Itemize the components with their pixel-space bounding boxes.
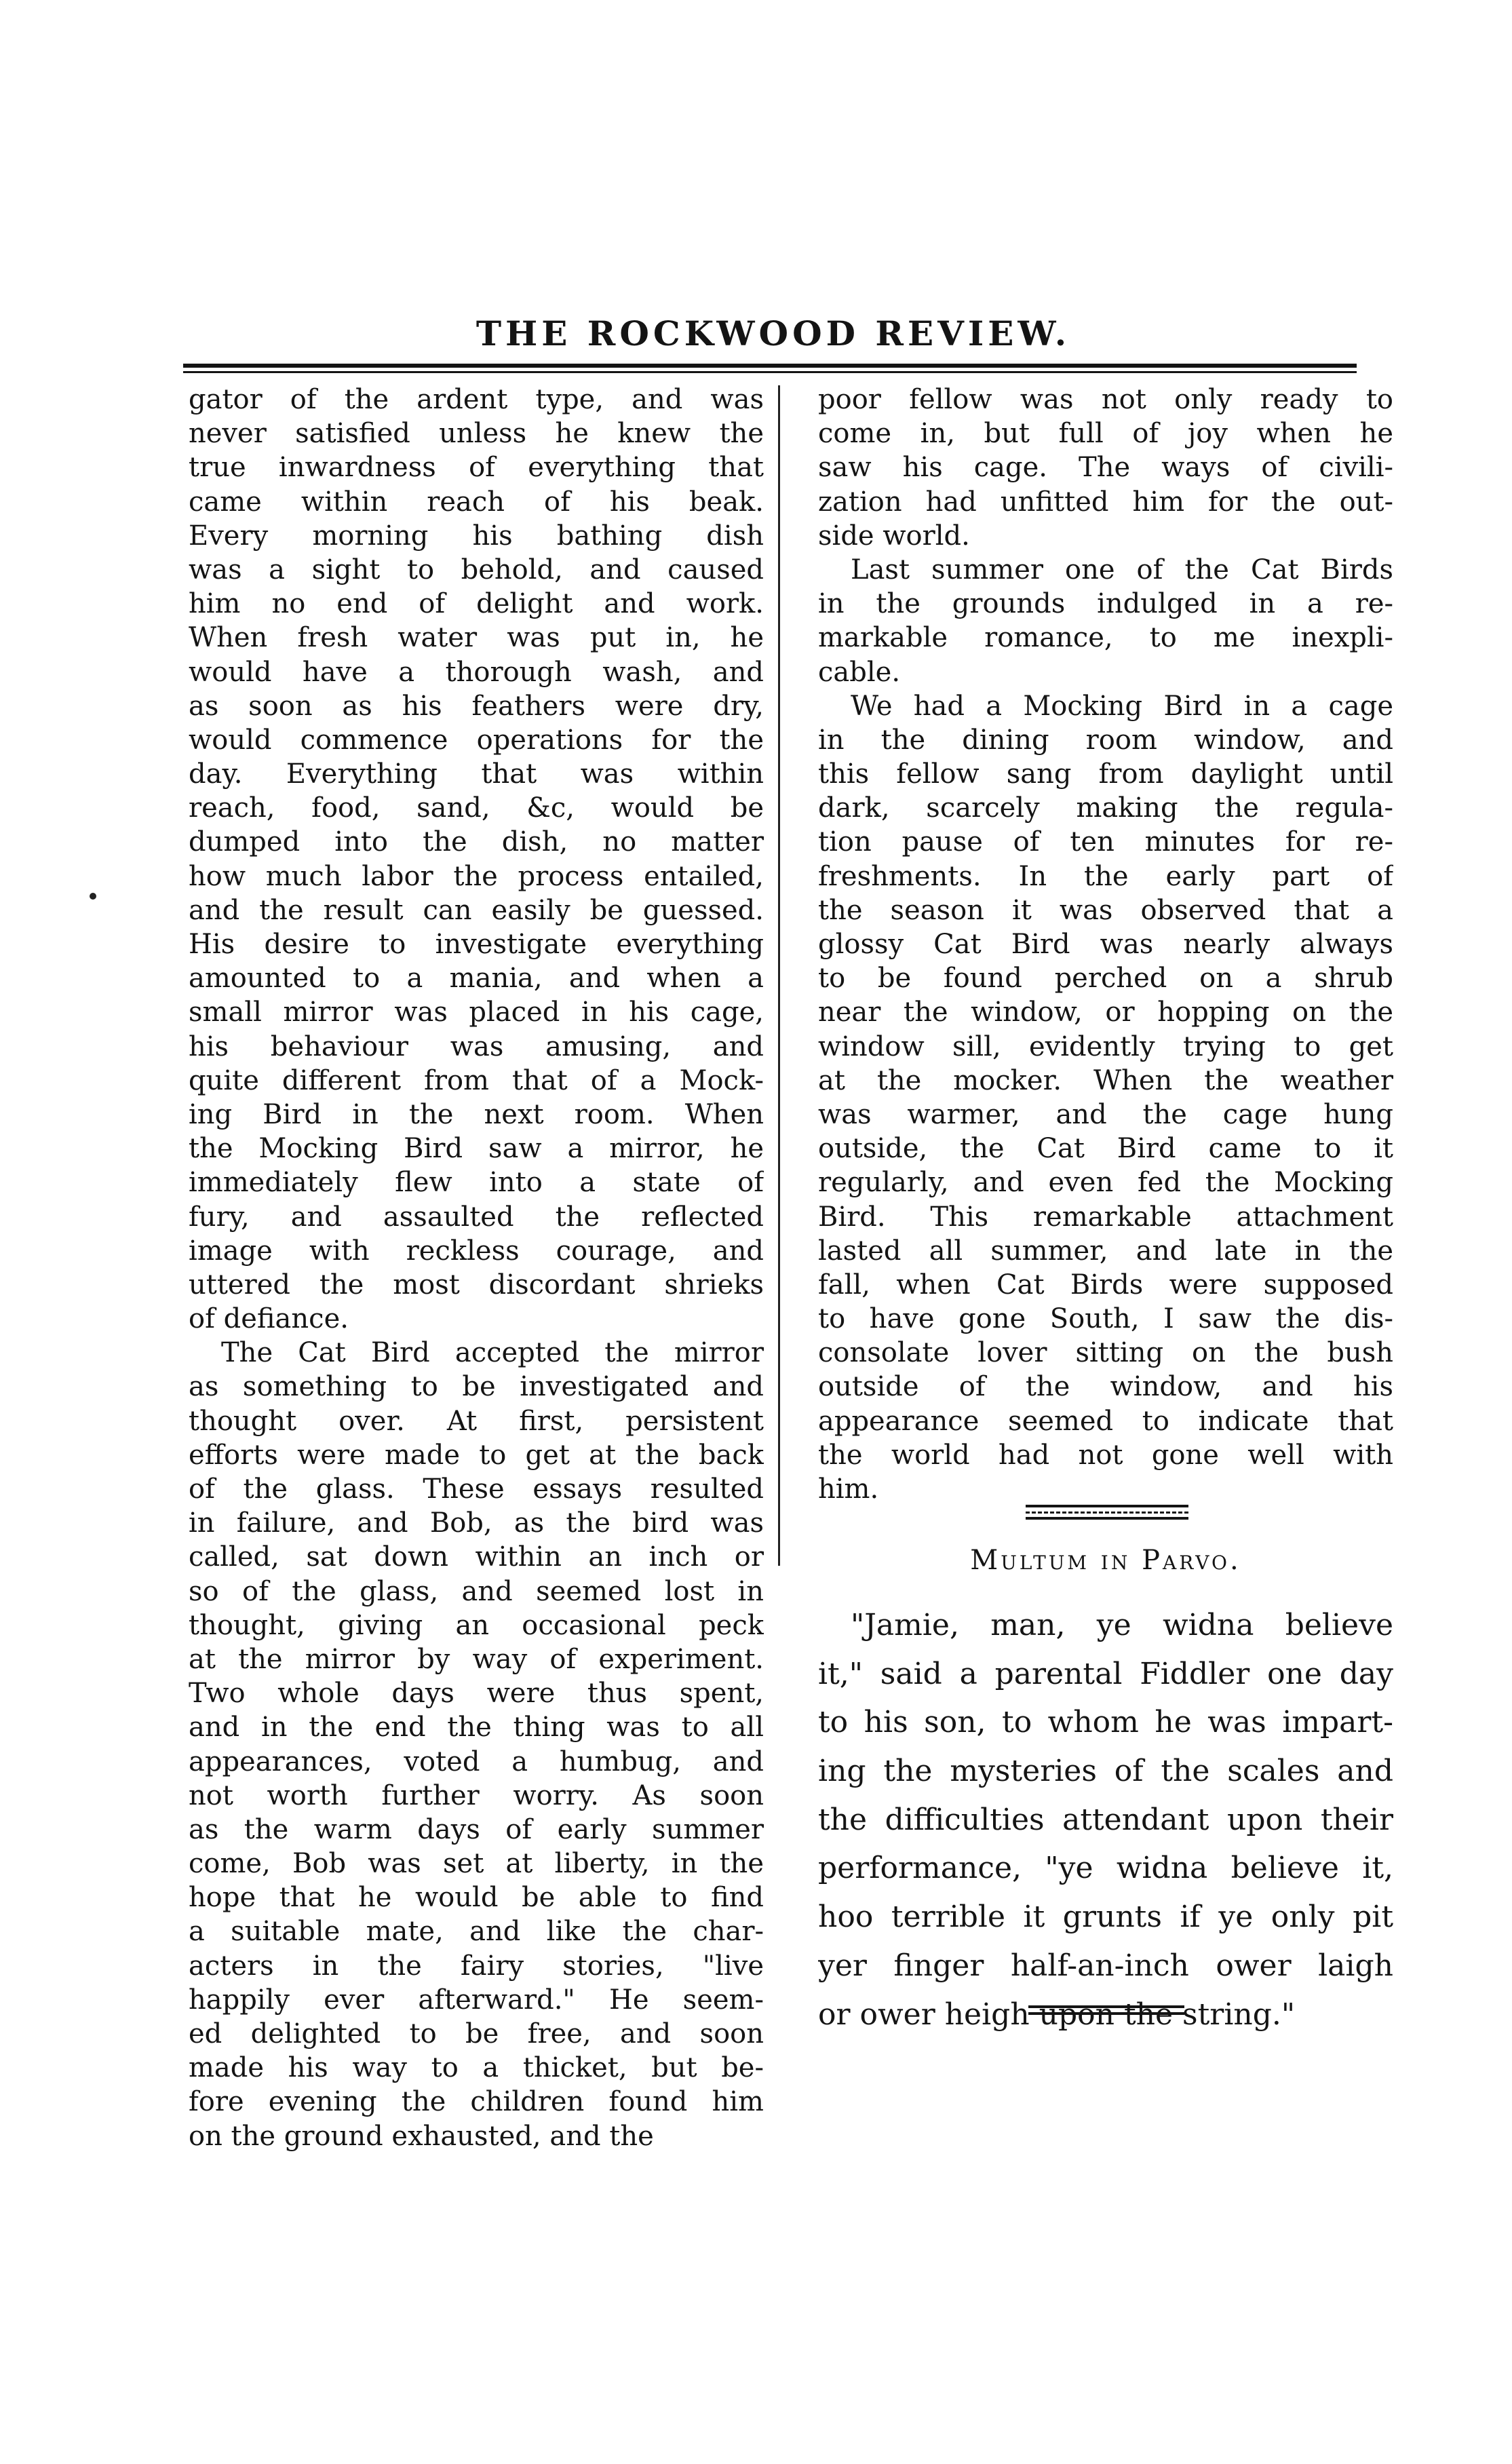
text-line: at the mirror by way of experiment. — [189, 1643, 764, 1675]
text-line: performance, "ye widna believe it, — [818, 1851, 1393, 1886]
text-line: in the dining room window, and — [818, 724, 1393, 756]
text-line: him no end of delight and work. — [189, 588, 764, 620]
text-line: so of the glass, and seemed lost in — [189, 1575, 764, 1607]
text-line: outside, the Cat Bird came to it — [818, 1133, 1393, 1165]
text-line: was warmer, and the cage hung — [818, 1098, 1393, 1130]
text-line: yer finger half-an-inch ower laigh — [818, 1948, 1393, 1983]
text-line: ing the mysteries of the scales and — [818, 1754, 1393, 1789]
text-line: and the result can easily be guessed. — [189, 894, 764, 926]
text-line: The Cat Bird accepted the mirror — [221, 1337, 764, 1369]
text-line: "Jamie, man, ye widna believe — [851, 1608, 1393, 1642]
text-line: hoo terrible it grunts if ye only pit — [818, 1900, 1393, 1935]
text-line: regularly, and even fed the Mocking — [818, 1167, 1393, 1199]
text-line: immediately flew into a state of — [189, 1167, 764, 1199]
text-line: as something to be investigated and — [189, 1371, 764, 1403]
text-line: in failure, and Bob, as the bird was — [189, 1507, 764, 1539]
text-line: a suitable mate, and like the char- — [189, 1916, 764, 1948]
text-line: day. Everything that was within — [189, 758, 764, 790]
text-line: it," said a parental Fiddler one day — [818, 1656, 1393, 1691]
text-line: as the warm days of early summer — [189, 1813, 764, 1845]
text-line: would have a thorough wash, and — [189, 656, 764, 688]
text-line: on the ground exhausted, and the — [189, 2120, 654, 2152]
margin-mark — [90, 893, 96, 900]
text-line: freshments. In the early part of — [818, 860, 1393, 892]
text-line: or ower heigh upon the string." — [818, 1997, 1296, 2032]
end-divider — [1028, 2005, 1184, 2019]
text-line: near the window, or hopping on the — [818, 997, 1393, 1028]
text-line: thought, giving an occasional peck — [189, 1609, 764, 1641]
text-line: uttered the most discordant shrieks — [189, 1269, 764, 1301]
text-line: as soon as his feathers were dry, — [189, 690, 764, 722]
text-line: the season it was observed that a — [818, 894, 1393, 926]
text-line: come in, but full of joy when he — [818, 418, 1393, 450]
text-line: reach, food, sand, &c, would be — [189, 792, 764, 824]
text-line: tion pause of ten minutes for re- — [818, 826, 1393, 858]
text-line: the difficulties attendant upon their — [818, 1802, 1393, 1837]
text-line: Bird. This remarkable attachment — [818, 1201, 1393, 1233]
text-line: the world had not gone well with — [818, 1439, 1393, 1471]
text-line: and in the end the thing was to all — [189, 1712, 764, 1744]
text-line: Every morning his bathing dish — [189, 520, 764, 552]
text-line: Last summer one of the Cat Birds — [851, 554, 1393, 585]
text-line: to his son, to whom he was impart- — [818, 1705, 1393, 1740]
text-line: zation had unfitted him for the out- — [818, 486, 1393, 518]
text-line: saw his cage. The ways of civili- — [818, 452, 1393, 484]
text-line: His desire to investigate everything — [189, 929, 764, 960]
text-line: made his way to a thicket, but be- — [189, 2052, 764, 2084]
text-line: glossy Cat Bird was nearly always — [818, 929, 1393, 960]
text-line: appearances, voted a humbug, and — [189, 1746, 764, 1777]
text-line: efforts were made to get at the back — [189, 1439, 764, 1471]
text-line: consolate lover sitting on the bush — [818, 1337, 1393, 1369]
text-line: ing Bird in the next room. When — [189, 1098, 764, 1130]
text-line: Two whole days were thus spent, — [189, 1678, 764, 1710]
text-line: come, Bob was set at liberty, in the — [189, 1848, 764, 1880]
text-line: acters in the fairy stories, "live — [189, 1950, 764, 1982]
text-line: outside of the window, and his — [818, 1371, 1393, 1403]
text-line: gator of the ardent type, and was — [189, 384, 764, 415]
section-divider — [1026, 1505, 1188, 1516]
text-line: his behaviour was amusing, and — [189, 1031, 764, 1062]
text-line: window sill, evidently trying to get — [818, 1031, 1393, 1062]
text-line: hope that he would be able to find — [189, 1882, 764, 1914]
text-line: to be found perched on a shrub — [818, 963, 1393, 995]
text-line: this fellow sang from daylight until — [818, 758, 1393, 790]
text-line: amounted to a mania, and when a — [189, 963, 764, 995]
text-line: to have gone South, I saw the dis- — [818, 1303, 1393, 1335]
text-line: not worth further worry. As soon — [189, 1779, 764, 1811]
text-line: of defiance. — [189, 1303, 349, 1335]
text-line: lasted all summer, and late in the — [818, 1235, 1393, 1267]
section-text — [818, 1601, 1393, 2039]
text-line: markable romance, to me inexpli- — [818, 622, 1393, 654]
text-line: would commence operations for the — [189, 724, 764, 756]
text-line: called, sat down within an inch or — [189, 1541, 764, 1573]
text-line: of the glass. These essays resulted — [189, 1474, 764, 1505]
column-separator — [778, 385, 780, 1566]
text-line: true inwardness of everything that — [189, 452, 764, 484]
text-line: poor fellow was not only ready to — [818, 384, 1393, 415]
text-line: image with reckless courage, and — [189, 1235, 764, 1267]
text-line: fury, and assaulted the reflected — [189, 1201, 764, 1233]
text-line: never satisfied unless he knew the — [189, 418, 764, 450]
text-line: came within reach of his beak. — [189, 486, 764, 518]
text-line: small mirror was placed in his cage, — [189, 997, 764, 1028]
text-line: appearance seemed to indicate that — [818, 1405, 1393, 1437]
text-line: him. — [818, 1474, 879, 1505]
section-title: Multum in Parvo. — [970, 1545, 1241, 1576]
right-column — [818, 383, 1393, 1506]
left-column — [189, 383, 764, 2153]
text-line: side world. — [818, 520, 970, 552]
text-line: fall, when Cat Birds were supposed — [818, 1269, 1393, 1301]
text-line: When fresh water was put in, he — [189, 622, 764, 654]
text-line: how much labor the process entailed, — [189, 860, 764, 892]
text-line: at the mocker. When the weather — [818, 1064, 1393, 1096]
running-header: THE ROCKWOOD REVIEW. — [476, 313, 1071, 353]
text-line: ed delighted to be free, and soon — [189, 2018, 764, 2049]
text-line: thought over. At first, persistent — [189, 1405, 764, 1437]
text-line: dumped into the dish, no matter — [189, 826, 764, 858]
text-line: fore evening the children found him — [189, 2086, 764, 2118]
text-line: dark, scarcely making the regula- — [818, 792, 1393, 824]
text-line: happily ever afterward." He seem- — [189, 1984, 764, 2016]
text-line: in the grounds indulged in a re- — [818, 588, 1393, 620]
text-line: quite different from that of a Mock- — [189, 1064, 764, 1096]
text-line: was a sight to behold, and caused — [189, 554, 764, 585]
text-line: cable. — [818, 656, 901, 688]
header-rule — [183, 364, 1357, 373]
text-line: the Mocking Bird saw a mirror, he — [189, 1133, 764, 1165]
text-line: We had a Mocking Bird in a cage — [851, 690, 1393, 722]
